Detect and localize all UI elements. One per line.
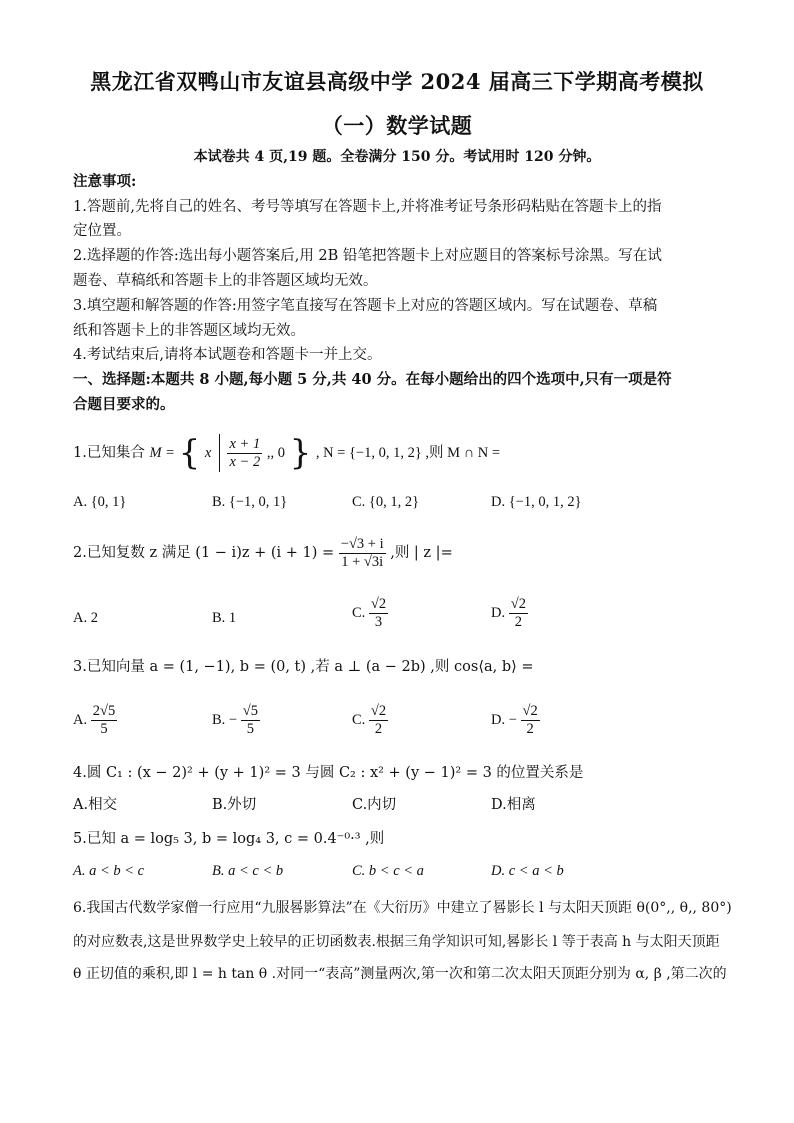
- q2-option-a: A. 2: [73, 610, 98, 626]
- section1-heading-b: 合题目要求的。: [73, 396, 175, 413]
- q1-set-m: M =: [149, 445, 179, 461]
- q1-fraction: [227, 436, 262, 471]
- q2-option-c-den: 3: [374, 614, 383, 630]
- q2-fraction: [339, 536, 386, 571]
- q3-option-d-label: D. −: [491, 711, 517, 728]
- notice-item3-a: 3.填空题和解答题的作答:用签字笔直接写在答题卡上对应的答题区域内。写在试题卷、草稿: [73, 298, 658, 314]
- notice-item4: 4.考试结束后,请将本试题卷和答题卡一并上交。: [73, 347, 382, 363]
- notice-item3-b: 纸和答题卡上的非答题区域均无效。: [73, 323, 305, 339]
- q1-option-b: B. {−1, 0, 1}: [212, 494, 288, 510]
- q6-line3: θ 正切值的乘积,即 l = h tan θ .对同一“表高”测量两次,第一次和第二次太阳天顶距分别为 α, β ,第二次的: [73, 966, 727, 982]
- q1-frac-num: x + 1: [229, 435, 261, 452]
- q1-right-brace: }: [289, 433, 312, 473]
- q3-option-a-den: 5: [100, 721, 108, 737]
- q5-option-d: D. c < a < b: [491, 863, 564, 879]
- q3-option-c-den: 2: [374, 721, 383, 737]
- q3-option-c: [352, 703, 388, 738]
- q3-option-b-label: B. −: [212, 711, 238, 728]
- q1-set-n: , N = {−1, 0, 1, 2} ,则 M ∩ N =: [315, 445, 501, 461]
- q4-option-d: D.相离: [491, 797, 536, 813]
- q3-option-c-label: C.: [352, 711, 366, 728]
- exam-subtitle: 本试卷共 4 页,19 题。全卷满分 150 分。考试用时 120 分钟。: [193, 149, 601, 165]
- q2-option-b: B. 1: [212, 610, 237, 626]
- q3-option-d-frac: [521, 703, 540, 738]
- q1-left-brace: {: [178, 433, 201, 473]
- q5-option-c: C. b < c < a: [352, 863, 424, 879]
- exam-title-line1: 黑龙江省双鸭山市友谊县高级中学 2024 届高三下学期高考模拟: [90, 69, 704, 94]
- q1-stem: [73, 433, 733, 473]
- q3-option-b-num: √5: [242, 703, 258, 719]
- q3-stem: 3.已知向量 a = (1, −1), b = (0, t) ,若 a ⊥ (a − 2b) ,则 cos⟨a, b⟩ =: [73, 659, 534, 675]
- q2-option-d-den: 2: [514, 614, 522, 630]
- q1-option-a: A. {0, 1}: [73, 494, 127, 510]
- q2-option-d-frac: [509, 596, 528, 631]
- q2-option-c: [352, 596, 388, 631]
- q4-stem: 4.圆 C₁ : (x − 2)² + (y + 1)² = 3 与圆 C₂ : x² + (y − 1)² = 3 的位置关系是: [73, 765, 584, 781]
- q1-option-d: D. {−1, 0, 1, 2}: [491, 494, 582, 510]
- q5-option-a: A. a < b < c: [73, 863, 145, 879]
- q2-frac-num: −√3 + i: [340, 535, 384, 552]
- q6-line2: 的对应数表,这是世界数学史上较早的正切函数表.根据三角学知识可知,晷影长 l 等于表高 h 与太阳天顶距: [73, 934, 720, 950]
- q2-option-c-num: √2: [370, 596, 387, 612]
- q1-set-bar: [219, 434, 220, 472]
- q1-var: x: [204, 445, 212, 461]
- q4-option-c: C.内切: [352, 797, 397, 813]
- q2-option-c-label: C.: [352, 604, 366, 621]
- q3-option-d-num: √2: [522, 703, 538, 719]
- notice-item2-a: 2.选择题的作答:选出每小题答案后,用 2B 铅笔把答题卡上对应题目的答案标号涂黑。写在试: [73, 248, 662, 264]
- q4-option-a: A.相交: [73, 797, 118, 813]
- q1-option-c: C. {0, 1, 2}: [352, 494, 420, 510]
- exam-title-line2: （一）数学试题: [321, 113, 473, 138]
- q3-option-a: [73, 703, 117, 738]
- notice-item2-b: 题卷、草稿纸和答题卡上的非答题区域均无效。: [73, 273, 378, 289]
- q1-frac-den: x − 2: [229, 453, 261, 470]
- q2-option-d-label: D.: [491, 604, 506, 621]
- q2-suffix: ,则 | z |=: [390, 545, 453, 561]
- q2-frac-den: 1 + √3i: [341, 553, 384, 570]
- section1-heading-a: 一、选择题:本题共 8 小题,每小题 5 分,共 40 分。在每小题给出的四个选项中,只有一项是符: [73, 371, 672, 388]
- notice-item1-b: 定位置。: [73, 223, 131, 239]
- q1-cond: ,, 0: [266, 445, 285, 461]
- q2-option-c-frac: [369, 596, 388, 631]
- q3-option-a-label: A.: [73, 711, 88, 728]
- q3-option-b: [212, 703, 260, 738]
- q3-option-b-frac: [241, 703, 260, 738]
- q3-option-c-num: √2: [370, 703, 387, 719]
- q6-line1: 6.我国古代数学家僧一行应用“九服晷影算法”在《大衍历》中建立了晷影长 l 与太阳天顶距 θ(0°,, θ,, 80°): [73, 900, 732, 916]
- q3-option-d: [491, 703, 540, 738]
- q2-prefix: 2.已知复数 z 满足 (1 − i)z + (i + 1) =: [73, 545, 335, 561]
- notice-heading: 注意事项:: [73, 173, 137, 190]
- q2-option-d-num: √2: [510, 596, 526, 612]
- q5-option-b: B. a < c < b: [212, 863, 284, 879]
- q2-stem: [73, 533, 733, 573]
- q3-option-b-den: 5: [246, 721, 254, 737]
- q3-option-a-num: 2√5: [92, 703, 116, 719]
- q3-option-d-den: 2: [526, 721, 534, 737]
- q1-prefix: 1.已知集合: [73, 445, 145, 461]
- q4-option-b: B.外切: [212, 797, 257, 813]
- q3-option-c-frac: [369, 703, 388, 738]
- q3-option-a-frac: [91, 703, 117, 738]
- notice-item1-a: 1.答题前,先将自己的姓名、考号等填写在答题卡上,并将准考证号条形码粘贴在答题卡上的指: [73, 199, 662, 215]
- q5-stem: 5.已知 a = log₅ 3, b = log₄ 3, c = 0.4⁻⁰·³ ,则: [73, 831, 385, 847]
- q2-option-d: [491, 596, 528, 631]
